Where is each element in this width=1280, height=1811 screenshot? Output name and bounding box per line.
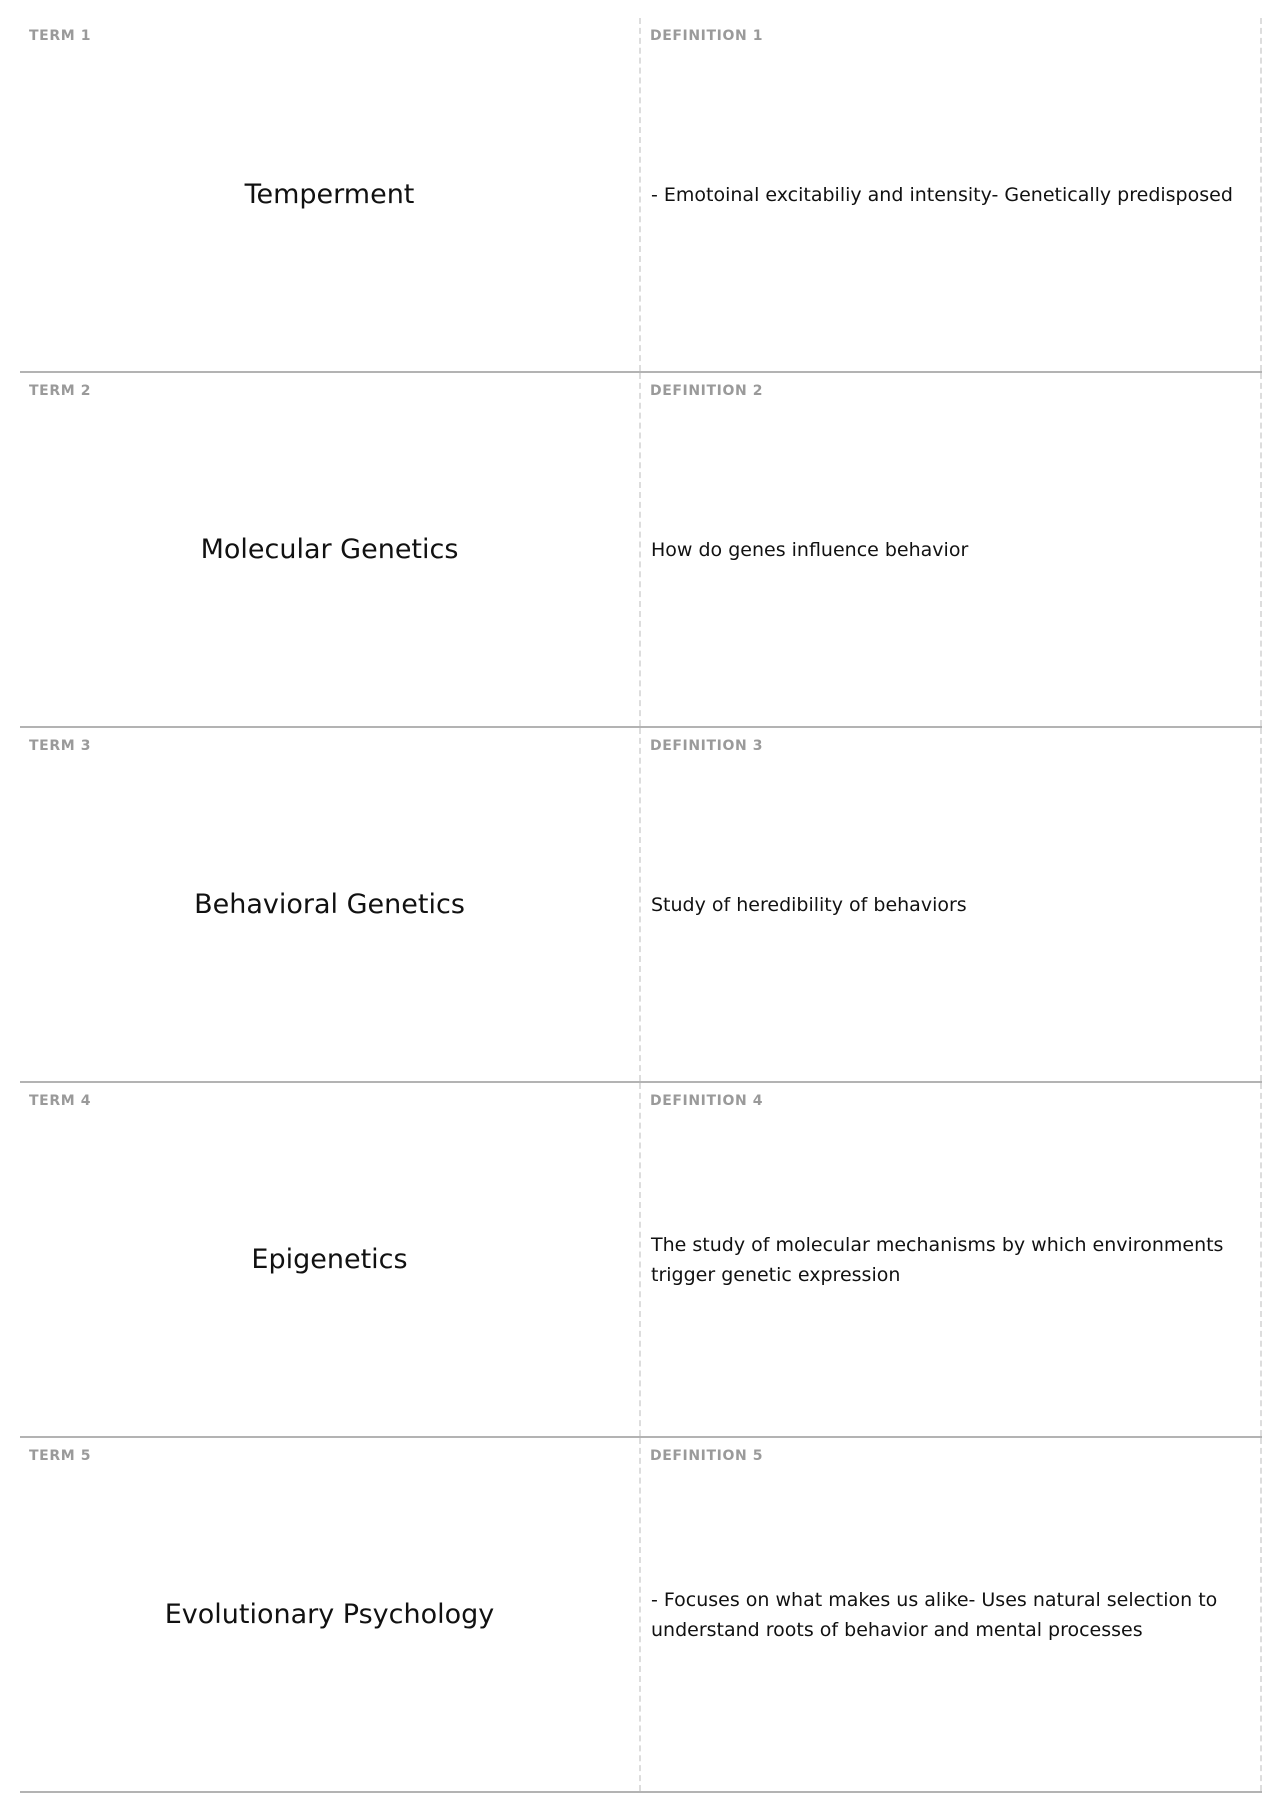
term-text: Evolutionary Psychology xyxy=(164,1598,495,1630)
term-cell xyxy=(20,373,641,726)
definition-label: DEFINITION 2 xyxy=(650,383,764,399)
term-label: TERM 4 xyxy=(29,1093,92,1109)
flashcard-row xyxy=(20,373,1262,728)
definition-label: DEFINITION 5 xyxy=(650,1448,764,1464)
definition-label: DEFINITION 3 xyxy=(650,738,764,754)
definition-label: DEFINITION 4 xyxy=(650,1093,764,1109)
definition-text: - Emotoinal excitabiliy and intensity- Genetically predisposed xyxy=(651,183,1233,206)
flashcard-row xyxy=(20,18,1262,373)
definition-label: DEFINITION 1 xyxy=(650,28,764,44)
flashcard-row xyxy=(20,728,1262,1083)
definition-cell xyxy=(641,1083,1262,1436)
flashcard-row xyxy=(20,1438,1262,1793)
definition-cell xyxy=(641,373,1262,726)
flashcard-row xyxy=(20,1083,1262,1438)
definition-text: The study of molecular mechanisms by which environments trigger genetic expression xyxy=(651,1233,1224,1286)
term-label: TERM 2 xyxy=(29,383,92,399)
flashcard-sheet xyxy=(20,18,1262,1793)
definition-text: How do genes influence behavior xyxy=(651,538,969,561)
definition-text: - Focuses on what makes us alike- Uses natural selection to understand roots of behavior and mental processes xyxy=(651,1588,1218,1641)
term-cell xyxy=(20,1083,641,1436)
term-cell xyxy=(20,18,641,371)
term-label: TERM 5 xyxy=(29,1448,92,1464)
term-text: Epigenetics xyxy=(251,1243,408,1275)
term-text: Behavioral Genetics xyxy=(194,888,465,920)
definition-text: Study of heredibility of behaviors xyxy=(651,893,967,916)
term-label: TERM 1 xyxy=(29,28,92,44)
term-text: Temperment xyxy=(244,178,415,210)
term-label: TERM 3 xyxy=(29,738,92,754)
term-text: Molecular Genetics xyxy=(200,533,459,565)
term-cell xyxy=(20,728,641,1081)
definition-cell xyxy=(641,18,1262,371)
term-cell xyxy=(20,1438,641,1791)
definition-cell xyxy=(641,1438,1262,1791)
definition-cell xyxy=(641,728,1262,1081)
